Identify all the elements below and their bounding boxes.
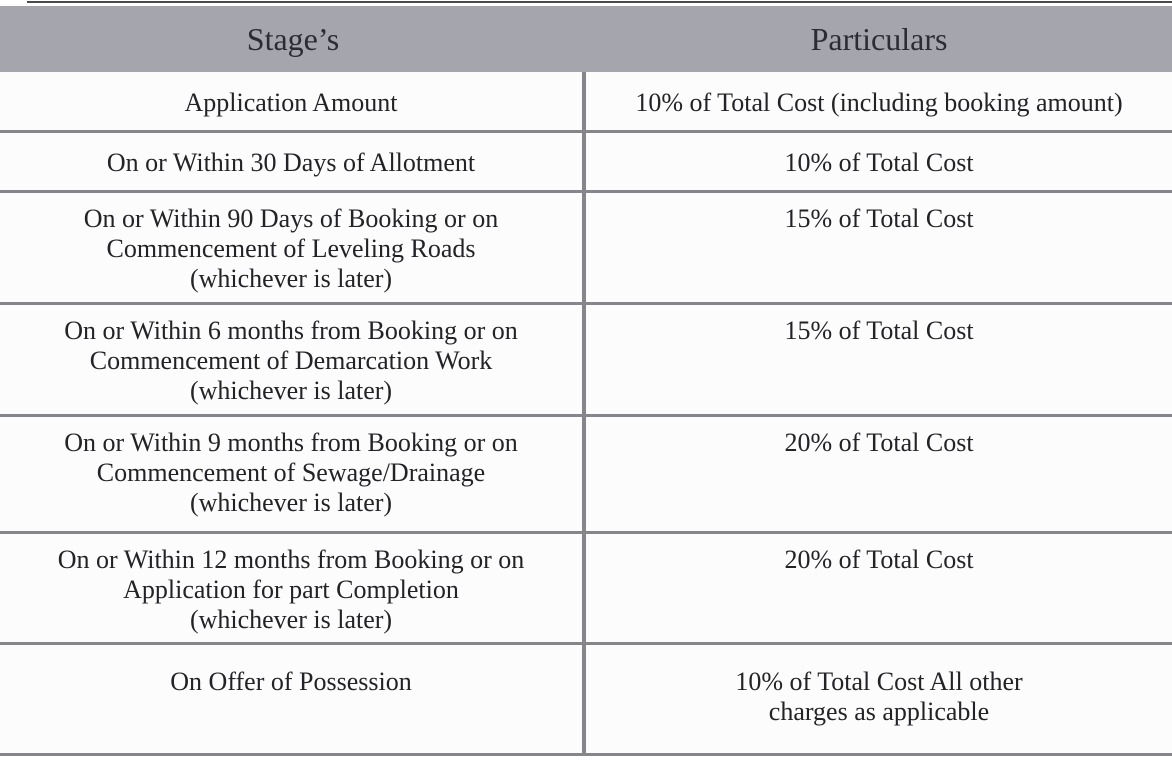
column-header-particulars-label: Particulars — [810, 21, 948, 57]
particulars-cell-12-months-part-completion — [586, 531, 1172, 642]
stage-text: On or Within 6 months from Booking or on — [64, 316, 518, 345]
stage-cell-6-months-demarcation — [0, 302, 586, 414]
particulars-cell-30-days-allotment — [586, 130, 1172, 190]
stage-text: On or Within 12 months from Booking or on — [57, 545, 525, 574]
particulars-text: 10% of Total Cost — [784, 148, 974, 177]
payment-plan-table — [0, 6, 1172, 756]
stage-text: (whichever is later) — [189, 264, 393, 293]
particulars-text: 10% of Total Cost (including booking amount) — [635, 88, 1123, 117]
particulars-cell-application-amount — [586, 72, 1172, 130]
stage-cell-offer-of-possession — [0, 642, 586, 756]
particulars-cell-offer-of-possession — [586, 642, 1172, 756]
stage-text: Commencement of Demarcation Work — [89, 346, 493, 375]
stage-text: On or Within 9 months from Booking or on — [64, 428, 518, 457]
particulars-cell-9-months-sewage-drainage — [586, 414, 1172, 531]
stage-text: (whichever is later) — [189, 376, 393, 405]
stage-text: (whichever is later) — [189, 488, 393, 517]
stage-cell-12-months-part-completion — [0, 531, 586, 642]
particulars-text: 20% of Total Cost — [784, 545, 974, 574]
stage-text: On or Within 30 Days of Allotment — [106, 148, 476, 177]
stage-text: Commencement of Leveling Roads — [106, 234, 476, 263]
particulars-cell-90-days-leveling-roads — [586, 190, 1172, 302]
particulars-cell-6-months-demarcation — [586, 302, 1172, 414]
stage-text: On Offer of Possession — [170, 667, 412, 696]
column-header-stages-label: Stage’s — [246, 21, 340, 57]
stage-cell-application-amount — [0, 72, 586, 130]
stage-text: (whichever is later) — [189, 605, 393, 634]
table-top-rule — [27, 1, 1172, 3]
stage-cell-90-days-leveling-roads — [0, 190, 586, 302]
stage-text: Commencement of Sewage/Drainage — [96, 458, 486, 487]
particulars-text: 20% of Total Cost — [784, 428, 974, 457]
particulars-text: 15% of Total Cost — [784, 316, 974, 345]
stage-text: Application for part Completion — [123, 575, 459, 604]
particulars-text: charges as applicable — [768, 697, 990, 726]
stage-text: On or Within 90 Days of Booking or on — [83, 204, 499, 233]
particulars-text: 15% of Total Cost — [784, 204, 974, 233]
column-header-stages — [0, 6, 586, 72]
particulars-text: 10% of Total Cost All other — [735, 667, 1023, 696]
column-header-particulars — [586, 6, 1172, 72]
stage-cell-30-days-allotment — [0, 130, 586, 190]
stage-text: Application Amount — [184, 88, 398, 117]
stage-cell-9-months-sewage-drainage — [0, 414, 586, 531]
